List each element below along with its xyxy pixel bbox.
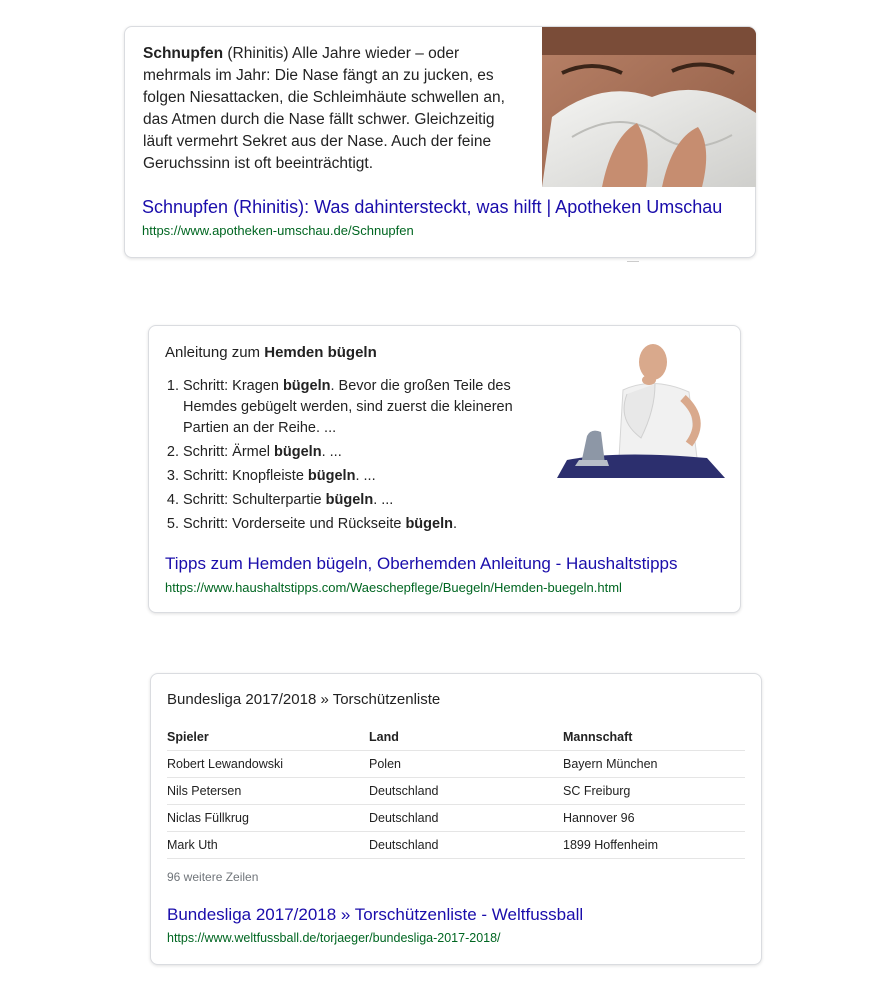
snippet-text (143, 43, 523, 175)
step-bold: bügeln (307, 468, 356, 484)
result-title-link[interactable]: Schnupfen (Rhinitis): Was dahintersteckt, was hilft | Apotheken Umschau (142, 197, 723, 217)
more-rows-link[interactable]: 96 weitere Zeilen (167, 870, 259, 884)
table-cell: Nils Petersen (167, 778, 369, 805)
table-cell: Polen (369, 751, 563, 778)
list-item (183, 514, 553, 535)
snippet-body: (Rhinitis) Alle Jahre wieder – oder mehrmals im Jahr: Die Nase fängt an zu jucken, es folgen Niesattacken, die Schleimhäute schwellen an, das Atmen durch die Nase fällt schwer. Gleichzeitig läuft vermehrt Sekret aus der Nase. Auch der feine Geruchssinn ist oft beeinträchtigt. (143, 45, 505, 172)
result-url: https://www.weltfussball.de/torjaeger/bundesliga-2017-2018/ (167, 931, 501, 945)
table-row (167, 805, 745, 832)
step-bold: bügeln (274, 444, 322, 460)
step-bold: bügeln (282, 378, 331, 394)
heading-bold: Hemden bügeln (264, 344, 377, 361)
table-cell: Mark Uth (167, 832, 369, 859)
table-cell: SC Freiburg (563, 778, 745, 805)
column-header-mannschaft: Mannschaft (563, 724, 745, 751)
list-item (183, 442, 553, 463)
snippet-heading (165, 344, 377, 361)
sneezing-person-photo-icon (542, 27, 756, 187)
table-cell: Niclas Füllkrug (167, 805, 369, 832)
table-cell: Bayern München (563, 751, 745, 778)
step-text: Schritt: Knopfleiste (183, 468, 308, 484)
snippet-heading: Bundesliga 2017/2018 » Torschützenliste (167, 691, 441, 708)
result-url: https://www.haushaltstipps.com/Waeschepflege/Buegeln/Hemden-buegeln.html (165, 580, 622, 595)
table-cell: 1899 Hoffenheim (563, 832, 745, 859)
result-title-link[interactable]: Tipps zum Hemden bügeln, Oberhemden Anleitung - Haushaltstipps (165, 554, 678, 573)
step-bold: bügeln (405, 516, 453, 532)
snippet-bold-term: Schnupfen (143, 45, 224, 62)
step-text: . ... (373, 492, 394, 508)
featured-snippet-schnupfen (124, 26, 756, 258)
step-text: Schritt: Kragen (183, 378, 283, 394)
column-header-spieler: Spieler (167, 724, 369, 751)
table-cell: Deutschland (369, 778, 563, 805)
table-row (167, 832, 745, 859)
step-bold: bügeln (325, 492, 374, 508)
step-text: Schritt: Schulterpartie (183, 492, 326, 508)
sneezing-person-image[interactable] (542, 27, 756, 187)
result-title-link[interactable]: Bundesliga 2017/2018 » Torschützenliste - Weltfussball (167, 905, 584, 924)
step-text: Schritt: Vorderseite und Rückseite (183, 516, 406, 532)
man-ironing-photo-icon (557, 340, 729, 480)
step-text: . ... (321, 444, 342, 460)
step-text: Schritt: Ärmel (183, 444, 275, 460)
table-row (167, 751, 745, 778)
list-item (183, 466, 553, 487)
featured-snippet-torschuetzenliste (150, 673, 762, 965)
result-url: https://www.apotheken-umschau.de/Schnupfen (142, 223, 414, 238)
table-cell: Deutschland (369, 805, 563, 832)
table-cell: Robert Lewandowski (167, 751, 369, 778)
table-row (167, 778, 745, 805)
scorers-table (167, 724, 745, 859)
step-text: . Bevor die großen Teile des Hemdes gebügelt werden, sind zuerst die kleineren Partien an der Reihe. ... (183, 378, 513, 436)
step-text: . ... (355, 468, 376, 484)
list-item (183, 490, 553, 511)
table-header-row (167, 724, 745, 751)
steps-list (165, 376, 553, 538)
column-header-land: Land (369, 724, 563, 751)
man-ironing-image[interactable] (557, 340, 729, 480)
table-cell: Hannover 96 (563, 805, 745, 832)
featured-snippet-hemden-buegeln (148, 325, 741, 613)
heading-plain: Anleitung zum (165, 344, 265, 361)
table-cell: Deutschland (369, 832, 563, 859)
list-item (183, 376, 553, 439)
divider-mark (627, 261, 639, 262)
step-text: . (452, 516, 458, 532)
